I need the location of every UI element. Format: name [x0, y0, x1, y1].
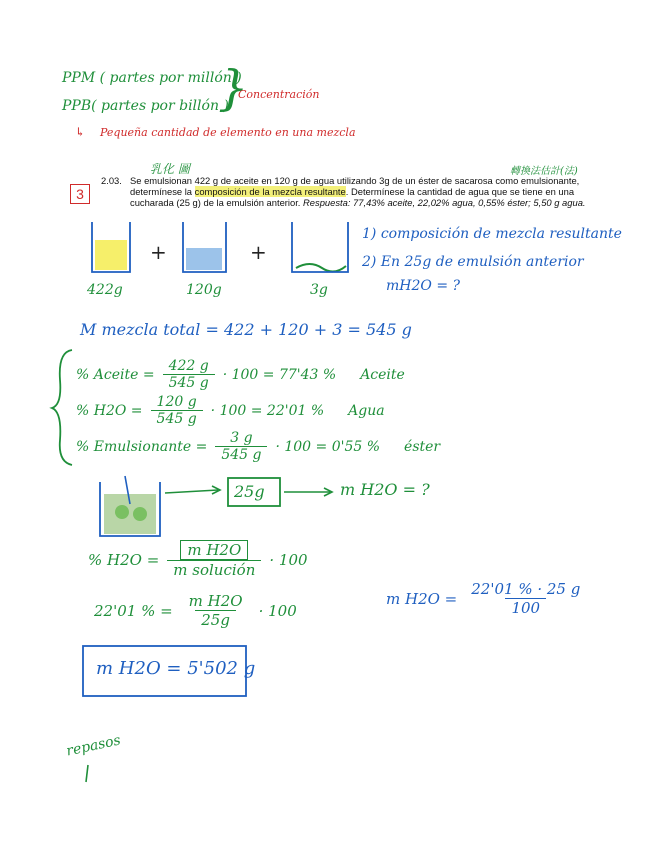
beaker-oil-fill [95, 240, 127, 270]
emul-label: % Emulsionante = [76, 438, 208, 455]
question-2-target: mH2O = ? [386, 278, 461, 294]
brace-right: } [218, 60, 249, 116]
h2o-result: · 100 = 22'01 % [210, 402, 325, 419]
brace-left [52, 350, 72, 465]
note-ppm: PPM ( partes por millón ) [62, 70, 242, 86]
formula-2: 22'01 % = $\frac{\text{m H2O}}{25g}$ · 100 [94, 592, 297, 629]
beaker-ester-outline [292, 222, 348, 272]
margin-note-right: 轉換法估計(法) [510, 166, 578, 177]
formula-3: m H2O = $\frac{22'01 \% \cdot 25 g}{100}$ [386, 580, 586, 617]
problem-number: 3 [76, 186, 84, 202]
beaker-water-fill [186, 248, 222, 270]
repasos-note: repasos [64, 732, 123, 760]
label-3g: 3g [310, 282, 328, 298]
problem-line-1: Se emulsionan 422 g de aceite en 120 g de agua utilizando 3g de un éster de sacarosa como emulsionante, [130, 175, 580, 186]
plus-1: + [150, 240, 167, 264]
aceite-result: · 100 = 77'43 % [222, 366, 337, 383]
note-ppb: PPB( partes por billón ) [62, 98, 229, 114]
note-arrow: ↳ [75, 125, 86, 139]
label-120g: 120g [186, 282, 222, 298]
question-1: 1) composición de mezcla resultante [362, 226, 622, 242]
emul-fraction: $\frac{3 g}{545 g}$ [215, 430, 267, 463]
beaker-ester-fill [296, 264, 346, 272]
step-question: m H2O = ? [340, 480, 430, 499]
problem-code: 2.03. [101, 175, 122, 186]
arrow-line [165, 490, 218, 493]
emul-result: · 100 = 0'55 % [275, 438, 381, 455]
repasos-arrow [86, 765, 88, 782]
aceite-fraction: $\frac{422 g}{545 g}$ [163, 358, 215, 391]
h2o-label: % H2O = [76, 402, 143, 419]
formula-2-fraction: $\frac{\text{m H2O}}{25g}$ [188, 592, 243, 629]
emul-word: éster [404, 438, 441, 455]
h2o-word: Agua [348, 402, 385, 419]
row-h2o [76, 394, 385, 427]
margin-note-left: 乳化 圖 [150, 162, 190, 176]
formula-1-fraction: $\frac{\text{m H2O}}{\text{m solución}}$ [167, 540, 261, 579]
question-2: 2) En 25g de emulsión anterior [362, 254, 584, 270]
total-mass: M mezcla total = 422 + 120 + 3 = 545 g [80, 320, 412, 339]
formula-3-fraction: $\frac{22'01 \% \cdot 25 g}{100}$ [471, 580, 581, 617]
problem-line-3: cucharada (25 g) de la emulsión anterior. Respuesta: 77,43% aceite, 22,02% agua, 0,55% éster; 5,50 g agua. [130, 197, 586, 208]
note-concentracion: Concentración [238, 88, 320, 101]
label-422g: 422g [87, 282, 123, 298]
problem-highlight: composición de la mezcla resultante [194, 186, 346, 197]
emulsion-bubble [133, 507, 147, 521]
aceite-label: % Aceite = [76, 366, 155, 383]
row-emulsionante [76, 430, 440, 463]
emulsion-bubble [115, 505, 129, 519]
aceite-word: Aceite [360, 366, 405, 383]
plus-2: + [250, 240, 267, 264]
problem-answer: Respuesta: 77,43% aceite, 22,02% agua, 0,55% éster; 5,50 g agua. [303, 197, 586, 208]
formula-1: % H2O = $\frac{\text{m H2O}}{\text{m solución}}$ · 100 [88, 541, 308, 579]
row-aceite [76, 358, 405, 391]
h2o-fraction: $\frac{120 g}{545 g}$ [151, 394, 203, 427]
label-25g: 25g [234, 482, 265, 501]
problem-line-2: determínese la composición de la mezcla resultante. Determínese la cantidad de agua que se tiene en una [130, 186, 575, 197]
note-small-quantity: Pequeña cantidad de elemento en una mezcla [100, 126, 356, 139]
final-result: m H2O = 5'502 g [96, 658, 256, 679]
